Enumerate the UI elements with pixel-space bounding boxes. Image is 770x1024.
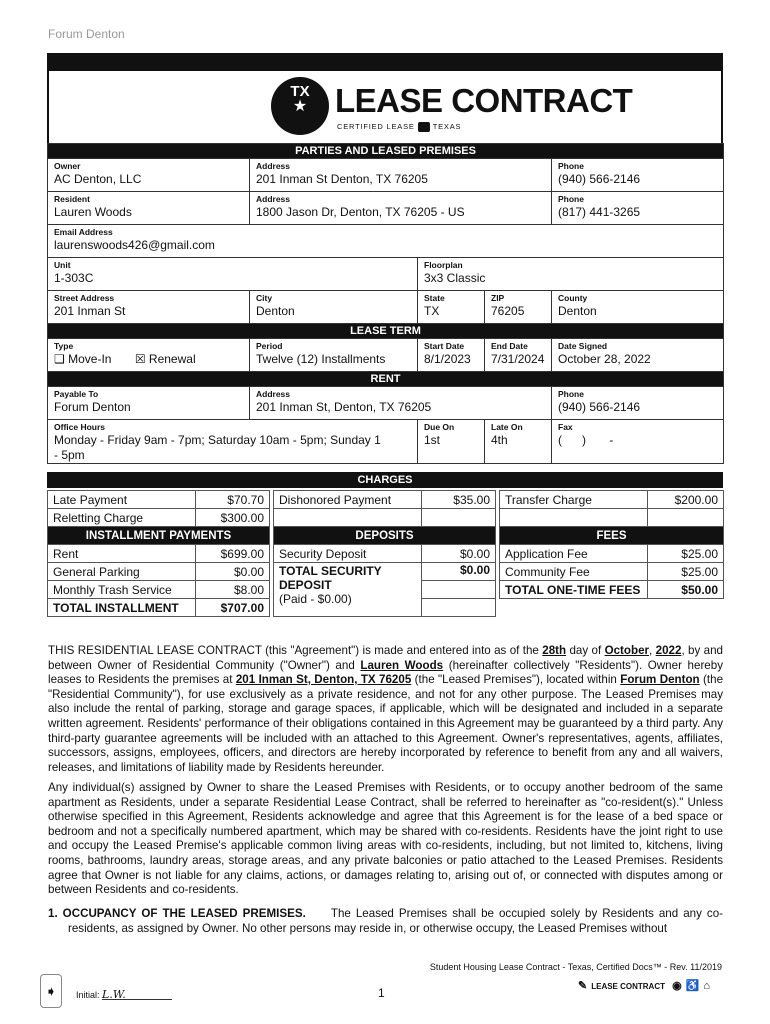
section-lease-term: LEASE TERM xyxy=(48,324,724,339)
form-info: Student Housing Lease Contract - Texas, Certified Docs™ - Rev. 11/2019 xyxy=(429,962,722,972)
checkbox-empty-icon: ❑ xyxy=(54,352,65,366)
equal-housing-icon: ⌂ xyxy=(703,980,711,992)
checkbox-checked-icon: ☒ xyxy=(134,352,146,366)
owner-phone-value: (940) 566-2146 xyxy=(558,172,641,186)
city-value: Denton xyxy=(256,304,295,318)
date-signed-value: October 28, 2022 xyxy=(558,352,651,366)
page-number: 1 xyxy=(378,986,385,1000)
office-hours-value: Monday - Friday 9am - 7pm; Saturday 10am - 5pm; Sunday 1 - 5pm xyxy=(54,433,381,462)
floorplan-value: 3x3 Classic xyxy=(424,271,486,285)
agreement-paragraph-2: Any individual(s) assigned by Owner to share the Leased Premises with Residents, or to occupy another bedroom of the same apartment as Residents, under a separate Residential Lease Contract, shall be referred to hereinafter as "co-resident(s)." Unless otherwise specified in this Agreement, Residents acknowledge and agree that this Agreement is for the lease of a bed space or bedroom and not a specifically numbered apartment, which may be shared with co-residents. Residents have the joint right to use and occupy the Leased Premise's applicable common living areas with co-residents, including, but not limited to, kitchens, living rooms, bathrooms, laundry areas, storage areas, and any private balconies or patio attached to the Leased Premises. Residents agree that Owner is not liable for any claims, actions, or damages relating to, arising out of, or connected with disputes among or between Residents and co-residents. xyxy=(48,781,723,897)
rent-amount: $699.00 xyxy=(196,545,270,563)
owner-value: AC Denton, LLC xyxy=(54,172,142,186)
property-name-header: Forum Denton xyxy=(48,27,125,41)
next-page-arrow-icon[interactable]: ➧ xyxy=(40,974,62,1008)
late-on-value: 4th xyxy=(491,433,508,447)
reletting-value: $300.00 xyxy=(196,509,270,527)
rent-address-value: 201 Inman St, Denton, TX 76205 xyxy=(256,400,432,414)
total-fees-value: $50.00 xyxy=(648,581,724,599)
texas-outline-icon xyxy=(418,122,430,132)
zip-value: 76205 xyxy=(491,304,525,318)
agreement-paragraph-1: THIS RESIDENTIAL LEASE CONTRACT (this "Agreement") is made and entered into as of the 28th day of October, 2022, by and between Owner of Residential Community ("Owner") and Lauren Woods (hereinafter collectively "Residents"). Owner hereby leases to Residents the premises at 201 Inman St, Denton, TX 76205 (the "Leased Premises"), located within Forum Denton (the "Residential Community"), for use exclusively as a private residence, and not for any other purpose. The Leased Premises may also include the rental of parking, storage and garage spaces, if applicable, which will be designated and included in a separate written agreement. Residents' performance of their obligations contained in this Agreement may be guaranteed by a third party. Any third-party guarantee agreements will be included with an attached to this Agreement. Owner's representatives, agents, affiliates, successors, assigns, employees, officers, and directors are hereby incorporated by reference to benefit from any and all waivers, releases, and limitations of liability made by Residents hereunder. xyxy=(48,644,724,774)
payable-to-value: Forum Denton xyxy=(54,400,131,414)
transfer-value: $200.00 xyxy=(648,491,724,509)
certified-docs-icon: ✎ xyxy=(578,980,588,992)
footer-logo-text: LEASE CONTRACT xyxy=(591,982,665,991)
lease-type-options: ❑ Move-In ☒ Renewal xyxy=(54,352,196,366)
resident-value: Lauren Woods xyxy=(54,205,132,219)
charges-section xyxy=(47,472,723,615)
logo-subtitle: CERTIFIED LEASE TEXAS xyxy=(337,122,462,131)
parking-amount: $0.00 xyxy=(196,563,270,581)
texas-badge-icon: TX ★ xyxy=(271,77,329,135)
fees-heading: FEES xyxy=(500,527,724,545)
late-payment-value: $70.70 xyxy=(196,491,270,509)
state-value: TX xyxy=(424,304,440,318)
accessibility-icon: ♿ xyxy=(685,980,700,992)
deposits-column: Dishonored Payment $35.00 DEPOSITS Security Deposit $0.00 TOTAL SECURITY DEPOSIT (Paid - $0.00) $0.00 xyxy=(273,490,496,617)
installment-column: Late Payment $70.70 Reletting Charge $300.00 INSTALLMENT PAYMENTS Rent $699.00 General Parking $0.00 Monthly Trash Service $8.00 TOTAL INSTALLMENT $707.00 xyxy=(47,490,270,617)
footer-logos xyxy=(578,979,714,992)
security-deposit-value: $0.00 xyxy=(422,545,496,563)
paid-note: (Paid - $0.00) xyxy=(279,592,352,606)
lease-header-frame xyxy=(47,53,723,464)
resident-address-value: 1800 Jason Dr, Denton, TX 76205 - US xyxy=(256,205,465,219)
period-value: Twelve (12) Installments xyxy=(256,352,386,366)
application-fee-value: $25.00 xyxy=(648,545,724,563)
dishonored-value: $35.00 xyxy=(422,491,496,509)
initial-field[interactable]: Initial: L.W. xyxy=(76,988,172,1000)
fax-value: ( ) - xyxy=(558,433,614,447)
unit-value: 1-303C xyxy=(54,271,94,285)
rent-phone-value: (940) 566-2146 xyxy=(558,400,641,414)
resident-phone-value: (817) 441-3265 xyxy=(558,205,641,219)
total-deposit-value: $0.00 xyxy=(422,563,496,581)
start-date-value: 8/1/2023 xyxy=(424,352,471,366)
section-rent: RENT xyxy=(48,372,724,387)
logo-title: LEASE CONTRACT xyxy=(335,82,633,119)
installments-heading: INSTALLMENT PAYMENTS xyxy=(48,527,270,545)
county-value: Denton xyxy=(558,304,597,318)
lease-logo xyxy=(47,71,723,143)
occupancy-heading: 1. OCCUPANCY OF THE LEASED PREMISES. xyxy=(48,907,306,920)
trash-amount: $8.00 xyxy=(196,581,270,599)
occupancy-section: 1. OCCUPANCY OF THE LEASED PREMISES. The Leased Premises shall be occupied solely by Residents and any co-residents, as assigned by Owner. No other persons may reside in, or otherwise occupy, the Leased Premises without xyxy=(48,907,724,935)
total-installment-value: $707.00 xyxy=(196,599,270,617)
end-date-value: 7/31/2024 xyxy=(491,352,545,366)
email-value: laurenswoods426@gmail.com xyxy=(54,238,215,252)
community-fee-value: $25.00 xyxy=(648,563,724,581)
due-on-value: 1st xyxy=(424,433,441,447)
street-value: 201 Inman St xyxy=(54,304,126,318)
fees-column: Transfer Charge $200.00 FEES Application Fee $25.00 Community Fee $25.00 TOTAL ONE-TIME FEES $50.00 xyxy=(499,490,724,599)
deposits-heading: DEPOSITS xyxy=(274,527,496,545)
parties-table: PARTIES AND LEASED PREMISES Owner AC Denton, LLC Address 201 Inman St Denton, TX 76205 Phone (940) 566-2146 Resident Lauren Woods Address 1800 Jason Dr, Denton, TX 76205 - US Phone (817) 441-3265 Email Address laurenswoods426@gmail.com Unit 1-303C Floorplan 3x3 Classic Street Address 201 Inman St City Denton State TX ZIP 76205 County Denton LEASE TERM Type ❑ Move-In ☒ Renewal Period Twelve (12) Installments Start Date 8/1/2023 End Date 7/31/2024 Date Signed October 28, 2022 RENT Payable To Forum Denton Address 201 Inman St, Denton, TX 76205 Phone (940) 566-2146 Office Hours Monday - Friday 9am - 7pm; Saturday 10am - 5pm; Sunday 1 - 5pm Due On 1st Late On 4th Fax ( ) - xyxy=(47,143,724,464)
initial-signature: L.W. xyxy=(102,988,172,1000)
section-parties: PARTIES AND LEASED PREMISES xyxy=(48,144,724,159)
texas-icon: ◉ xyxy=(672,980,682,992)
section-charges: CHARGES xyxy=(47,472,723,488)
owner-address-value: 201 Inman St Denton, TX 76205 xyxy=(256,172,428,186)
top-black-bar xyxy=(47,53,723,71)
